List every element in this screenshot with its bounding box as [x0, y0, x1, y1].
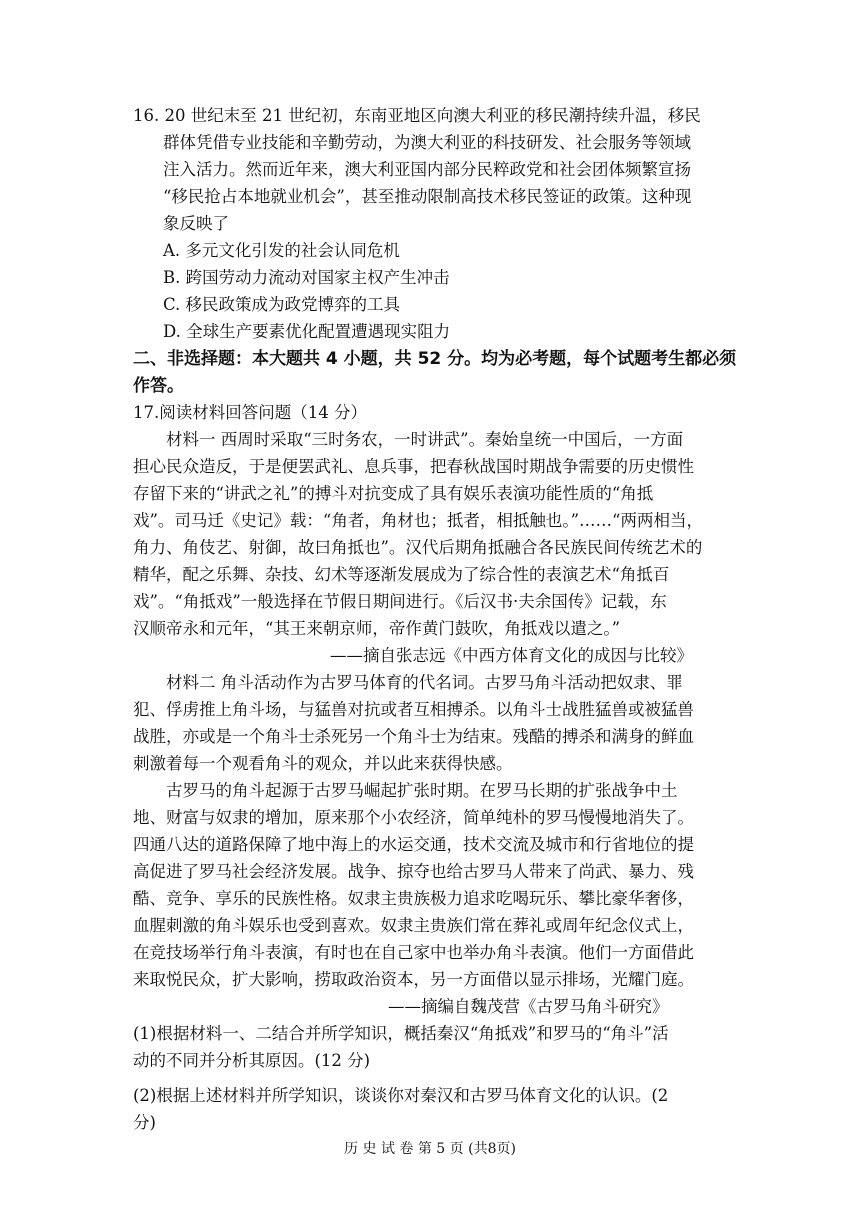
q16-option-d: D. 全球生产要素优化配置遭遇现实阻力	[163, 322, 451, 341]
material2-line: 材料二 角斗活动作为古罗马体育的代名词。古罗马角斗活动把奴隶、罪	[166, 673, 683, 692]
material2-line: 刺激着每一个观看角斗的观众，并以此来获得快感。	[133, 754, 513, 773]
q17-heading: 17.阅读材料回答问题（14 分）	[133, 403, 367, 422]
material1-line: 担心民众造反，于是便罢武礼、息兵事，把春秋战国时期战争需要的历史惯性	[133, 457, 694, 476]
material1-line: 角力、角伎艺、射御，故曰角抵也”。汉代后期角抵融合各民族民间传统艺术的	[133, 538, 703, 557]
material1-line: 材料一 西周时采取“三时务农，一时讲武”。秦始皇统一中国后，一方面	[166, 430, 684, 449]
material1-source: ——摘自张志远《中西方体育文化的成因与比较》	[330, 646, 693, 665]
material2-line: 高促进了罗马社会经济发展。战争、掠夺也给古罗马人带来了尚武、暴力、残	[133, 862, 694, 881]
material2-line: 四通八达的道路保障了地中海上的水运交通，技术交流及城市和行省地位的提	[133, 835, 694, 854]
material2-line: 地、财富与奴隶的增加，原来那个小农经济，简单纯朴的罗马慢慢地消失了。	[133, 808, 694, 827]
q16-stem-line: “移民抢占本地就业机会”，甚至推动限制高技术移民签证的政策。这种现	[163, 187, 692, 206]
q17-subquestion-2: 分)	[133, 1113, 156, 1132]
q17-subquestion-2: (2)根据上述材料并所学知识，谈谈你对秦汉和古罗马体育文化的认识。(2	[133, 1086, 669, 1105]
material1-line: 存留下来的“讲武之礼”的搏斗对抗变成了具有娱乐表演功能性质的“角抵	[133, 484, 654, 503]
material2-line: 酷、竞争、享乐的民族性格。奴隶主贵族极力追求吃喝玩乐、攀比豪华奢侈，	[133, 889, 694, 908]
material1-line: 戏”。司马迁《史记》载：“角者，角材也；抵者，相抵触也。”……“两两相当，	[133, 511, 703, 530]
q16-option-c: C. 移民政策成为政党博弈的工具	[163, 295, 401, 314]
material1-line: 汉顺帝永和元年，“其王来朝京师，帝作黄门鼓吹，角抵戏以遣之。”	[133, 619, 621, 638]
material2-line: 来取悦民众，扩大影响，捞取政治资本，另一方面借以显示排场，光耀门庭。	[133, 970, 694, 989]
section-heading: 作答。	[133, 376, 184, 396]
q16-option-a: A. 多元文化引发的社会认同危机	[163, 241, 400, 260]
q16-stem-line: 注入活力。然而近年来，澳大利亚国内部分民粹政党和社会团体频繁宣扬	[163, 160, 691, 179]
material2-line: 犯、俘虏推上角斗场，与猛兽对抗或者互相搏杀。以角斗士战胜猛兽或被猛兽	[133, 700, 694, 719]
material2-line: 战胜，亦或是一个角斗士杀死另一个角斗士为结束。残酷的搏杀和满身的鲜血	[133, 727, 694, 746]
material2-line: 古罗马的角斗起源于古罗马崛起扩张时期。在罗马长期的扩张战争中土	[166, 781, 678, 800]
page-footer: 历 史 试 卷 第 5 页 (共8页)	[344, 1141, 516, 1157]
section-heading: 二、非选择题：本大题共 4 小题，共 52 分。均为必考题，每个试题考生都必须	[133, 349, 737, 369]
q16-stem-line: 象反映了	[163, 214, 229, 233]
material2-source: ——摘编自魏茂营《古罗马角斗研究》	[388, 997, 669, 1016]
q16-stem-line: 16. 20 世纪末至 21 世纪初，东南亚地区向澳大利亚的移民潮持续升温，移民	[133, 106, 701, 125]
q16-stem-line: 群体凭借专业技能和辛勤劳动，为澳大利亚的科技研发、社会服务等领域	[163, 133, 691, 152]
material2-line: 在竞技场举行角斗表演，有时也在自己家中也举办角斗表演。他们一方面借此	[133, 943, 694, 962]
q17-subquestion-1: (1)根据材料一、二结合并所学知识，概括秦汉“角抵戏”和罗马的“角斗”活	[133, 1024, 669, 1043]
q16-option-b: B. 跨国劳动力流动对国家主权产生冲击	[163, 268, 450, 287]
material2-line: 血腥刺激的角斗娱乐也受到喜欢。奴隶主贵族们常在葬礼或周年纪念仪式上，	[133, 916, 694, 935]
material1-line: 精华，配之乐舞、杂技、幻术等逐渐发展成为了综合性的表演艺术“角抵百	[133, 565, 670, 584]
q17-subquestion-1: 动的不同并分析其原因。(12 分)	[133, 1051, 371, 1070]
material1-line: 戏”。“角抵戏”一般选择在节假日期间进行。《后汉书·夫余国传》记载，东	[133, 592, 667, 611]
